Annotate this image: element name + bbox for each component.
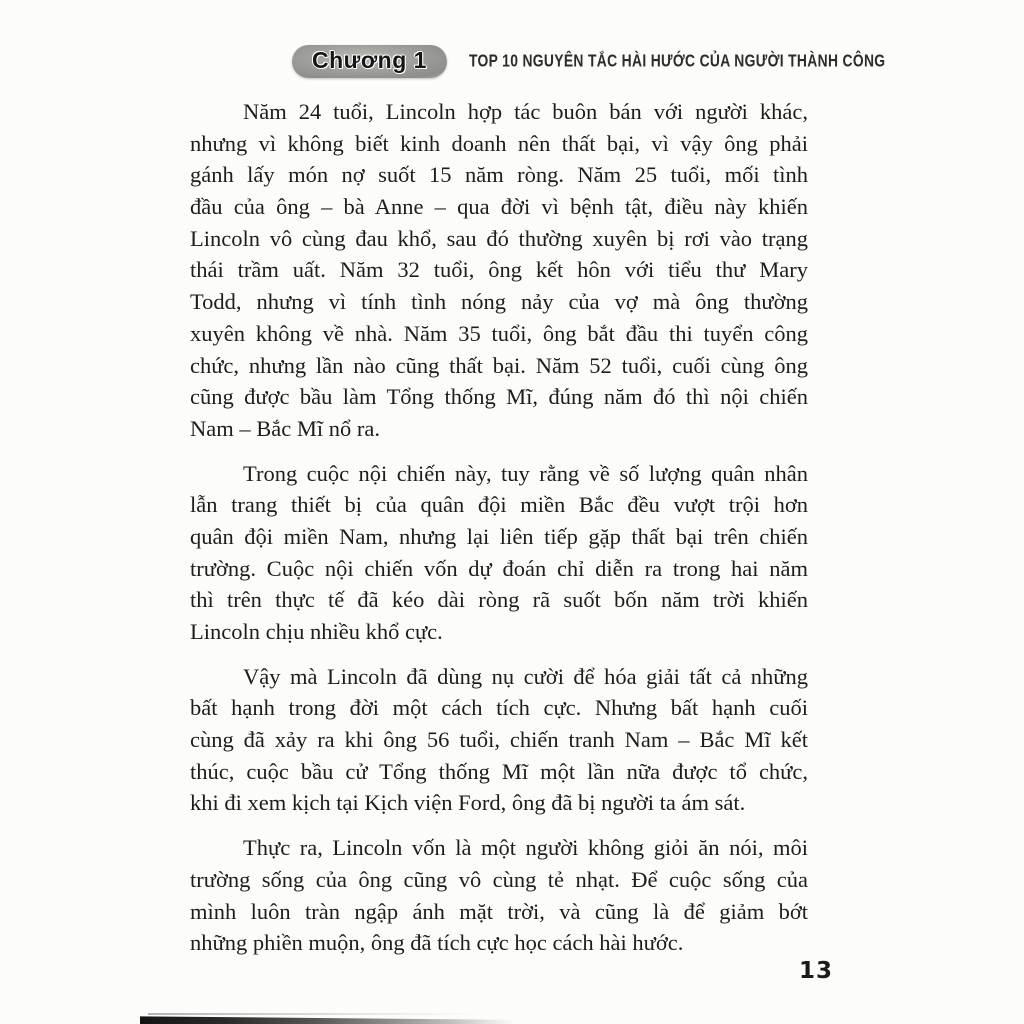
text-line: xuyên không về nhà. Năm 35 tuổi, ông bắt đầu thi tuyển công	[190, 320, 808, 346]
scan-shadow-artifact	[140, 1015, 525, 1024]
text-line: trường. Cuộc nội chiến vốn dự đoán chỉ diễn ra trong hai năm	[190, 555, 808, 581]
chapter-title: TOP 10 NGUYÊN TẮC HÀI HƯỚC CỦA NGƯỜI THÀNH CÔNG	[468, 50, 886, 71]
text-line: nhưng vì không biết kinh doanh nên thất bại, vì vậy ông phải	[190, 130, 808, 156]
text-line: thì trên thực tế đã kéo dài ròng rã suốt bốn năm trời khiến	[190, 587, 808, 613]
text-line: Năm 24 tuổi, Lincoln hợp tác buôn bán với người khác,	[243, 99, 808, 124]
paragraph	[190, 832, 808, 959]
text-line: Todd, nhưng vì tính tình nóng nảy của vợ mà ông thường	[190, 289, 808, 315]
text-line: gánh lấy món nợ suốt 15 năm ròng. Năm 25 tuổi, mối tình	[190, 162, 808, 188]
scan-shadow-faint-artifact	[148, 1013, 478, 1015]
text-line: khi đi xem kịch tại Kịch viện Ford, ông đã bị người ta ám sát.	[190, 790, 746, 816]
chapter-header	[292, 44, 965, 78]
text-line: Lincoln chịu nhiều khổ cực.	[190, 619, 443, 644]
text-line: bất hạnh trong đời một cách tích cực. Nhưng bất hạnh cuối	[190, 695, 808, 721]
text-line: cùng đã xảy ra khi ông 56 tuổi, chiến tranh Nam – Bắc Mĩ kết	[190, 727, 808, 753]
text-line: Thực ra, Lincoln vốn là một người không giỏi ăn nói, môi	[243, 835, 808, 861]
text-line: những phiền muộn, ông đã tích cực học cách hài hước.	[190, 930, 684, 956]
paragraph	[190, 96, 808, 445]
chapter-badge: Chương 1	[292, 45, 447, 78]
text-line: chức, nhưng lần nào cũng thất bại. Năm 52 tuổi, cuối cùng ông	[190, 352, 808, 378]
text-line: Vậy mà Lincoln đã dùng nụ cười để hóa giải tất cả những	[243, 663, 808, 689]
text-line: trường sống của ông cũng vô cùng tẻ nhạt. Để cuộc sống của	[190, 866, 808, 892]
body-text	[190, 96, 808, 972]
text-line: thúc, cuộc bầu cử Tổng thống Mĩ một lần nữa được tổ chức,	[190, 758, 808, 784]
text-line: Nam – Bắc Mĩ nổ ra.	[190, 415, 380, 441]
text-line: quân đội miền Nam, nhưng lại liên tiếp gặp thất bại trên chiến	[190, 523, 808, 549]
text-line: Trong cuộc nội chiến này, tuy rằng về số lượng quân nhân	[243, 460, 808, 486]
text-line: mình luôn tràn ngập ánh mặt trời, và cũng là để giảm bớt	[190, 898, 808, 924]
page-number: 13	[799, 958, 834, 984]
text-line: thái trầm uất. Năm 32 tuổi, ông kết hôn với tiểu thư Mary	[190, 257, 808, 283]
text-line: cũng được bầu làm Tổng thống Mĩ, đúng năm đó thì nội chiến	[190, 384, 808, 410]
text-line: đầu của ông – bà Anne – qua đời vì bệnh tật, điều này khiến	[190, 194, 808, 220]
paragraph	[190, 458, 808, 648]
paragraph	[190, 661, 808, 819]
text-line: Lincoln vô cùng đau khổ, sau đó thường xuyên bị rơi vào trạng	[190, 225, 808, 251]
text-line: lẫn trang thiết bị của quân đội miền Bắc đều vượt trội hơn	[190, 492, 808, 518]
